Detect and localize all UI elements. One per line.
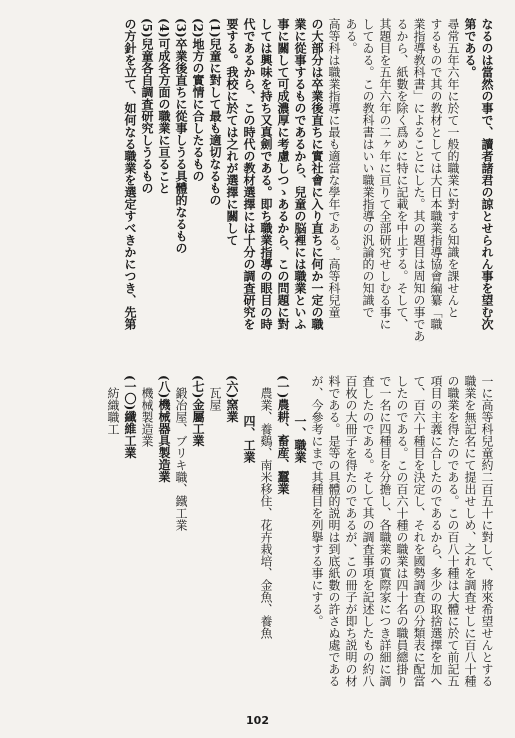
text-line: 四、工業 [242, 415, 256, 463]
page-number: 102 [246, 714, 269, 727]
text-line: が、今參考にまで其種目を列擧する事にする。 [310, 375, 324, 627]
text-line: 要する。我校に於ては之れが選擇に關して [225, 18, 239, 246]
text-line: 瓦屋 [208, 387, 222, 411]
text-line: (一〇)纖維工業 [123, 375, 137, 459]
text-line: の方針を立て、如何なる職業を選定すべきかにつき、先第 [123, 18, 137, 330]
text-line: 業指導教科書」によることにした。其の題目は周知の事であ [412, 18, 426, 342]
text-line: しては興味を持ち又真劍である。即ち職業指導の眼目の時 [259, 18, 273, 330]
top-text-block [25, 18, 495, 352]
text-line: 事に關して可成濃厚に考慮しつゝあるから、この問題に對 [276, 18, 290, 330]
text-line: 尋常五年六年に於て一般的職業に對する知識を課せんと [446, 18, 460, 318]
bottom-text-block [25, 375, 495, 687]
text-line: 職業を無記名にて提出せしめ、之れを調査せしに百八十種 [463, 375, 477, 687]
text-line: の大部分は卒業後直ちに實社會に入り直ちに何か一定の職 [310, 18, 324, 330]
text-line: の職業を得たのである。この百八十種は大體に於て前記五 [446, 375, 460, 687]
text-line: (3)卒業後直ちに從事しうる具體的なるもの [174, 18, 188, 254]
text-line: 高等科は職業指導に最も適當な學年である。高等科兒童 [327, 18, 341, 318]
text-line: るから、紙數を除く爲めに特に記載を中止する。そして、 [395, 18, 409, 330]
text-line: (5)兒童各自調査研究しうるもの [140, 18, 154, 194]
text-line: 一、職業 [293, 415, 307, 463]
text-line: (2)地方の實情に合したるもの [191, 18, 205, 182]
text-line: 業に從事するものであるから、兒童の脳裡には職業といふ [293, 18, 307, 330]
text-line: 農業、養鷄、南米移住、花卉栽培、金魚、養魚 [259, 387, 273, 639]
text-line: 鍛冶屋、ブリキ職、鐵工業 [174, 387, 188, 531]
text-line: 査したのである。そして其の調査事項を記述したもの約八 [361, 375, 375, 687]
text-line: 一に高等科兒童約二百五十に對して、將來希望せんとする [480, 375, 494, 687]
text-line: するもので其の教材としては大日本職業指導協會編纂「職 [429, 18, 443, 330]
text-line: (七)金屬工業 [191, 375, 205, 447]
text-line: ある。 [344, 18, 358, 54]
text-line: したのである。この百六十種の職業は四十名の職員總掛り [395, 375, 409, 687]
text-line: 百枚の大冊子を得たのであるが、この冊子が即ち説明の材 [344, 375, 358, 687]
text-line: 機械製造業 [140, 387, 154, 447]
text-line: (1)兒童に對して最も適切なるもの [208, 18, 222, 206]
text-line: 紡織職工 [106, 387, 120, 435]
text-line: (八)機械器具製造業 [157, 375, 171, 483]
text-line: してゐる。この教科書はいい職業指導の汎論的の知識で [361, 18, 375, 318]
text-line: 料である。是等の具體的説明は到底紙數の許さぬ處である [327, 375, 341, 687]
text-line: て、百六十種目を決定し、それを國勢調査の分類表に配當 [412, 375, 426, 687]
text-line: (4)可成各方面の職業に亘ること [157, 18, 171, 194]
text-line: 項目の主義に合したのであるから、多少の取捨選擇を加へ [429, 375, 443, 687]
text-line: なるのは當然の事で、讀者諸君の諒とせられん事を望む次 [480, 18, 494, 330]
text-line: (一)農耕、畜産、蠶業 [276, 375, 290, 495]
text-line: 其題目を五年六年の二ヶ年に亘りて全部研究せしむる事に [378, 18, 392, 330]
text-line: 第である。 [463, 18, 477, 78]
text-line: 代であるから、この時代の教材選擇には十分の調査研究を [242, 18, 256, 330]
text-line: で一名に四種目を分擔し、各職業の實際家につき詳細に調 [378, 375, 392, 687]
text-line: (六)窯業 [225, 375, 239, 423]
